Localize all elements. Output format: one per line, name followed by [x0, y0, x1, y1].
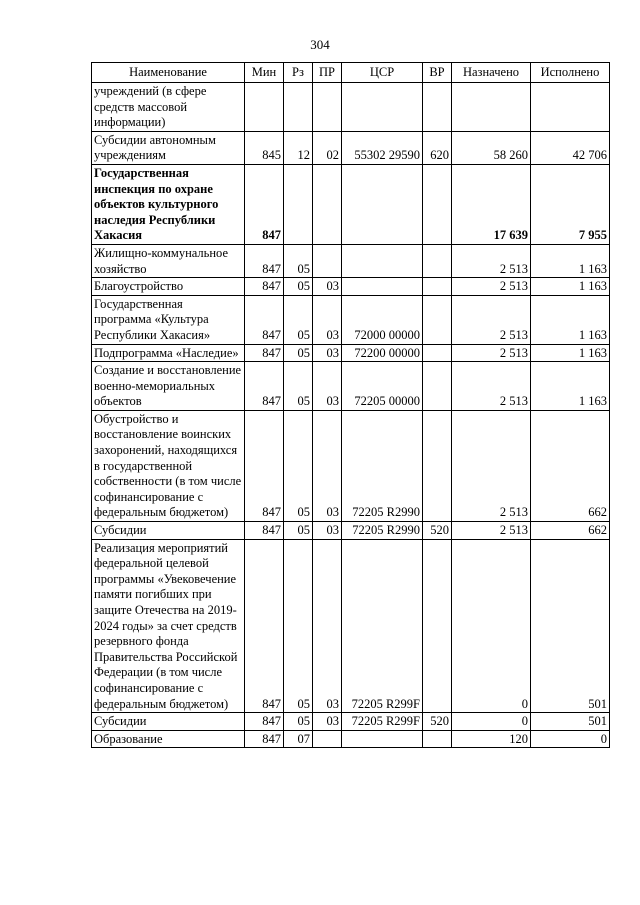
- cell-vr: [423, 244, 452, 277]
- cell-min: [245, 83, 284, 132]
- table-row: [92, 539, 610, 713]
- cell-rz: 05: [284, 344, 313, 362]
- cell-min: 847: [245, 730, 284, 748]
- header-vr: ВР: [423, 63, 452, 83]
- cell-vr: [423, 410, 452, 521]
- page-number: 304: [310, 37, 330, 52]
- cell-vr: 520: [423, 713, 452, 731]
- cell-pr: [313, 730, 342, 748]
- cell-min: 847: [245, 713, 284, 731]
- cell-rz: [284, 83, 313, 132]
- header-rz: Рз: [284, 63, 313, 83]
- cell-csr: [342, 730, 423, 748]
- cell-executed: 1 163: [531, 362, 610, 411]
- table-row: [92, 713, 610, 731]
- cell-name: Государственная инспекция по охране объектов культурного наследия Республики Хакасия: [92, 164, 245, 244]
- cell-assigned: 2 513: [452, 522, 531, 540]
- header-name: Наименование: [92, 63, 245, 83]
- cell-assigned: 2 513: [452, 278, 531, 296]
- cell-name: Субсидии: [92, 522, 245, 540]
- cell-csr: 72205 R2990: [342, 522, 423, 540]
- header-assigned: Назначено: [452, 63, 531, 83]
- cell-csr: 72200 00000: [342, 344, 423, 362]
- cell-min: 847: [245, 410, 284, 521]
- table-row: [92, 295, 610, 344]
- table-row: [92, 244, 610, 277]
- cell-min: 847: [245, 295, 284, 344]
- cell-csr: 72205 R299F: [342, 539, 423, 713]
- table-row: [92, 131, 610, 164]
- cell-name: Образование: [92, 730, 245, 748]
- cell-rz: 05: [284, 295, 313, 344]
- cell-executed: 1 163: [531, 244, 610, 277]
- cell-pr: [313, 164, 342, 244]
- cell-executed: 0: [531, 730, 610, 748]
- cell-name: учреждений (в сфере средств массовой информации): [92, 83, 245, 132]
- cell-pr: 02: [313, 131, 342, 164]
- cell-vr: [423, 730, 452, 748]
- cell-executed: 42 706: [531, 131, 610, 164]
- cell-vr: 620: [423, 131, 452, 164]
- cell-name: Обустройство и восстановление воинских захоронений, находящихся в государственной собственности (в том числе софинансирование с федеральным бюджетом): [92, 410, 245, 521]
- cell-rz: 05: [284, 522, 313, 540]
- cell-executed: 7 955: [531, 164, 610, 244]
- cell-pr: 03: [313, 410, 342, 521]
- cell-assigned: 2 513: [452, 410, 531, 521]
- cell-rz: 05: [284, 244, 313, 277]
- cell-name: Благоустройство: [92, 278, 245, 296]
- cell-vr: [423, 295, 452, 344]
- table-row: [92, 164, 610, 244]
- cell-vr: [423, 539, 452, 713]
- cell-name: Субсидии автономным учреждениям: [92, 131, 245, 164]
- cell-vr: [423, 278, 452, 296]
- cell-assigned: 2 513: [452, 244, 531, 277]
- cell-min: 847: [245, 244, 284, 277]
- cell-executed: 1 163: [531, 344, 610, 362]
- cell-assigned: [452, 83, 531, 132]
- table-header-row: [92, 63, 610, 83]
- cell-vr: [423, 83, 452, 132]
- cell-assigned: 0: [452, 539, 531, 713]
- cell-pr: 03: [313, 539, 342, 713]
- cell-rz: 05: [284, 410, 313, 521]
- cell-vr: [423, 164, 452, 244]
- cell-pr: [313, 83, 342, 132]
- cell-min: 847: [245, 278, 284, 296]
- table-row: [92, 83, 610, 132]
- cell-csr: [342, 164, 423, 244]
- table-row: [92, 410, 610, 521]
- cell-pr: 03: [313, 522, 342, 540]
- cell-rz: 05: [284, 539, 313, 713]
- cell-rz: 05: [284, 278, 313, 296]
- table-body: [92, 83, 610, 748]
- cell-assigned: 2 513: [452, 295, 531, 344]
- cell-csr: [342, 244, 423, 277]
- table-row: [92, 730, 610, 748]
- cell-rz: 05: [284, 362, 313, 411]
- table-row: [92, 362, 610, 411]
- cell-executed: 1 163: [531, 295, 610, 344]
- cell-executed: 1 163: [531, 278, 610, 296]
- cell-assigned: 2 513: [452, 362, 531, 411]
- cell-name: Подпрограмма «Наследие»: [92, 344, 245, 362]
- cell-pr: 03: [313, 713, 342, 731]
- cell-name: Субсидии: [92, 713, 245, 731]
- cell-executed: 501: [531, 713, 610, 731]
- cell-csr: 72000 00000: [342, 295, 423, 344]
- header-pr: ПР: [313, 63, 342, 83]
- cell-rz: 12: [284, 131, 313, 164]
- cell-min: 847: [245, 344, 284, 362]
- cell-assigned: 120: [452, 730, 531, 748]
- cell-executed: 662: [531, 522, 610, 540]
- cell-rz: 05: [284, 713, 313, 731]
- budget-table: [91, 62, 610, 748]
- table-row: [92, 522, 610, 540]
- cell-min: 847: [245, 164, 284, 244]
- cell-pr: 03: [313, 295, 342, 344]
- cell-min: 845: [245, 131, 284, 164]
- cell-vr: 520: [423, 522, 452, 540]
- cell-executed: [531, 83, 610, 132]
- cell-name: Реализация мероприятий федеральной целевой программы «Увековечение памяти погибших при защите Отечества на 2019-2024 годы» за счет средств резервного фонда Правительства Российской Федерации (в том числе софинансирование с федеральным бюджетом): [92, 539, 245, 713]
- cell-csr: [342, 278, 423, 296]
- cell-assigned: 2 513: [452, 344, 531, 362]
- cell-executed: 501: [531, 539, 610, 713]
- cell-assigned: 0: [452, 713, 531, 731]
- header-executed: Исполнено: [531, 63, 610, 83]
- cell-vr: [423, 362, 452, 411]
- cell-pr: 03: [313, 344, 342, 362]
- cell-vr: [423, 344, 452, 362]
- cell-min: 847: [245, 522, 284, 540]
- cell-csr: 72205 R299F: [342, 713, 423, 731]
- cell-name: Создание и восстановление военно-мемориальных объектов: [92, 362, 245, 411]
- cell-pr: [313, 244, 342, 277]
- cell-min: 847: [245, 539, 284, 713]
- table-row: [92, 278, 610, 296]
- cell-name: Жилищно-коммунальное хозяйство: [92, 244, 245, 277]
- cell-rz: 07: [284, 730, 313, 748]
- cell-pr: 03: [313, 362, 342, 411]
- table-row: [92, 344, 610, 362]
- cell-executed: 662: [531, 410, 610, 521]
- cell-pr: 03: [313, 278, 342, 296]
- cell-rz: [284, 164, 313, 244]
- cell-csr: 72205 R2990: [342, 410, 423, 521]
- cell-assigned: 58 260: [452, 131, 531, 164]
- header-csr: ЦСР: [342, 63, 423, 83]
- cell-name: Государственная программа «Культура Республики Хакасия»: [92, 295, 245, 344]
- cell-csr: 55302 29590: [342, 131, 423, 164]
- cell-csr: [342, 83, 423, 132]
- header-min: Мин: [245, 63, 284, 83]
- cell-csr: 72205 00000: [342, 362, 423, 411]
- cell-assigned: 17 639: [452, 164, 531, 244]
- cell-min: 847: [245, 362, 284, 411]
